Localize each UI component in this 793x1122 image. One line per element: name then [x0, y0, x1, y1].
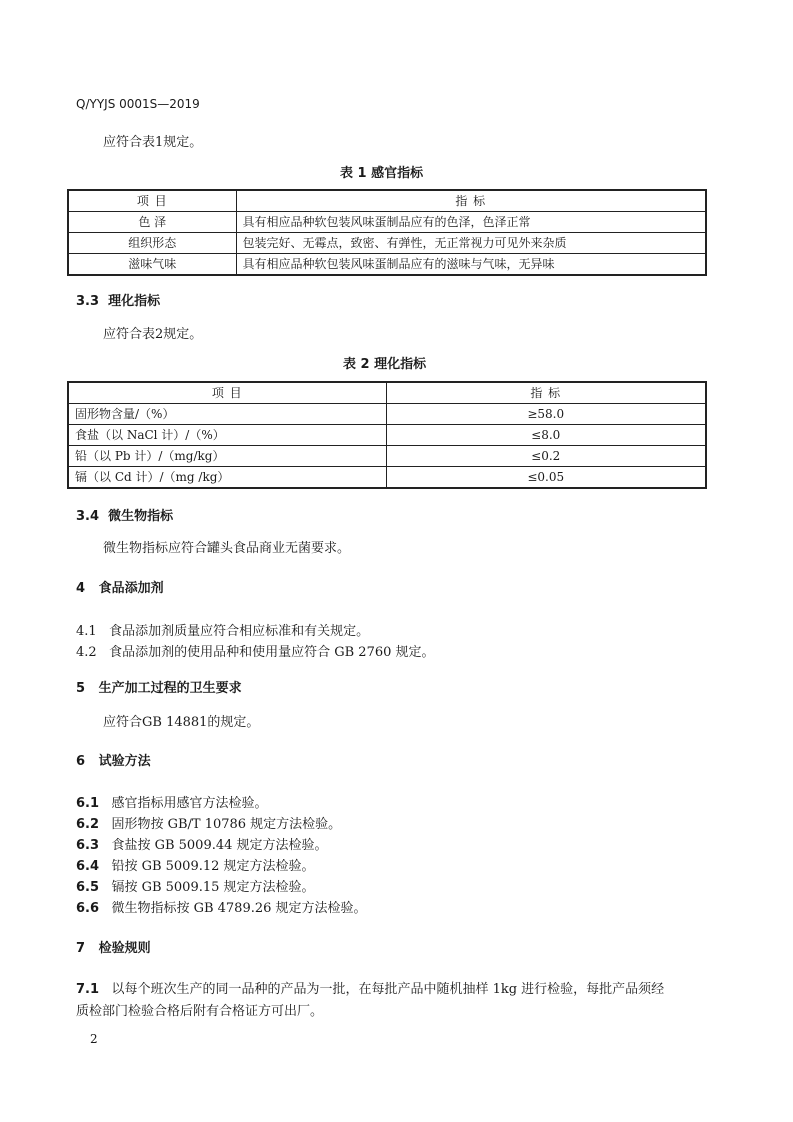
table2-cell-item: 食盐（以 NaCl 计）/（%） — [68, 425, 386, 446]
item-number: 7.1 — [76, 982, 100, 997]
table1-cell-value: 具有相应品种软包装风味蛋制品应有的滋味与气味，无异味 — [236, 254, 706, 276]
table2-cell-item: 镉（以 Cd 计）/（mg /kg） — [68, 467, 386, 489]
section-6-heading — [76, 750, 151, 769]
table-row — [68, 404, 706, 425]
table-row — [68, 212, 706, 233]
item-text: 镉按 GB 5009.15 规定方法检验。 — [111, 880, 315, 895]
item-text: 食品添加剂质量应符合相应标准和有关规定。 — [109, 624, 370, 639]
item-text: 感官指标用感官方法检验。 — [111, 796, 268, 811]
section-number: 3.3 — [76, 294, 100, 309]
list-item — [76, 855, 315, 874]
item-text: 固形物按 GB/T 10786 规定方法检验。 — [111, 817, 342, 832]
list-item — [76, 792, 267, 811]
item-text: 微生物指标按 GB 4789.26 规定方法检验。 — [111, 901, 367, 916]
page-number: 2 — [90, 1032, 98, 1046]
section-title: 生产加工过程的卫生要求 — [98, 681, 242, 696]
section-number: 4 — [76, 581, 86, 596]
item-number: 6.6 — [76, 901, 100, 916]
table1-header-index: 指 标 — [236, 190, 706, 212]
document-code: Q/YYJS 0001S—2019 — [76, 97, 200, 111]
table2-cell-value: ≤0.05 — [386, 467, 706, 489]
table-row — [68, 233, 706, 254]
list-item — [76, 641, 435, 660]
table1-caption: 表 1 感官指标 — [340, 166, 424, 181]
section-7-item-line2: 质检部门检验合格后附有合格证方可出厂。 — [76, 1004, 324, 1019]
section-7-item-line1 — [76, 978, 664, 997]
section-5-heading — [76, 677, 242, 696]
table2-header-item: 项 目 — [68, 382, 386, 404]
list-item — [76, 813, 341, 832]
table-row — [68, 425, 706, 446]
table2-header-index: 指 标 — [386, 382, 706, 404]
item-number: 6.5 — [76, 880, 100, 895]
item-number: 6.4 — [76, 859, 100, 874]
section-title: 试验方法 — [98, 754, 151, 769]
list-item — [76, 897, 367, 916]
table1-cell-value: 包装完好、无霉点，致密、有弹性，无正常视力可见外来杂质 — [236, 233, 706, 254]
section-3-4-heading — [76, 505, 173, 524]
item-number: 6.2 — [76, 817, 100, 832]
section-5-text: 应符合GB 14881的规定。 — [103, 715, 260, 730]
section-number: 5 — [76, 681, 86, 696]
table-row — [68, 467, 706, 489]
item-number: 4.2 — [76, 645, 97, 660]
intro-text: 应符合表1规定。 — [103, 135, 203, 150]
table2-cell-item: 固形物含量/（%） — [68, 404, 386, 425]
item-text: 铅按 GB 5009.12 规定方法检验。 — [111, 859, 315, 874]
section-number: 7 — [76, 941, 86, 956]
table2-cell-value: ≤8.0 — [386, 425, 706, 446]
table2-cell-value: ≥58.0 — [386, 404, 706, 425]
section-4-heading — [76, 577, 164, 596]
item-text: 食品添加剂的使用品种和使用量应符合 GB 2760 规定。 — [109, 645, 435, 660]
section-7-heading — [76, 937, 151, 956]
item-number: 4.1 — [76, 624, 97, 639]
item-number: 6.1 — [76, 796, 100, 811]
section-3-3-text: 应符合表2规定。 — [103, 327, 203, 342]
section-title: 理化指标 — [108, 294, 161, 309]
section-title: 食品添加剂 — [98, 581, 164, 596]
section-number: 3.4 — [76, 509, 100, 524]
table2 — [67, 381, 707, 489]
table2-header-row — [68, 382, 706, 404]
table1-header-row — [68, 190, 706, 212]
table-row — [68, 254, 706, 276]
table1-cell-item: 色 泽 — [68, 212, 236, 233]
section-title: 微生物指标 — [108, 509, 174, 524]
section-number: 6 — [76, 754, 86, 769]
item-text: 食盐按 GB 5009.44 规定方法检验。 — [111, 838, 328, 853]
item-text: 以每个班次生产的同一品种的产品为一批，在每批产品中随机抽样 1kg 进行检验，每批产品须经 — [111, 982, 665, 997]
table2-cell-value: ≤0.2 — [386, 446, 706, 467]
table2-cell-item: 铅（以 Pb 计）/（mg/kg） — [68, 446, 386, 467]
item-number: 6.3 — [76, 838, 100, 853]
list-item — [76, 834, 328, 853]
section-title: 检验规则 — [98, 941, 151, 956]
table1 — [67, 189, 707, 276]
list-item — [76, 876, 315, 895]
table-row — [68, 446, 706, 467]
section-3-3-heading — [76, 290, 160, 309]
table1-header-item: 项 目 — [68, 190, 236, 212]
table2-caption: 表 2 理化指标 — [343, 357, 427, 372]
list-item — [76, 620, 369, 639]
section-3-4-text: 微生物指标应符合罐头食品商业无菌要求。 — [103, 541, 351, 556]
table1-cell-item: 组织形态 — [68, 233, 236, 254]
table1-cell-value: 具有相应品种软包装风味蛋制品应有的色泽，色泽正常 — [236, 212, 706, 233]
table1-cell-item: 滋味气味 — [68, 254, 236, 276]
